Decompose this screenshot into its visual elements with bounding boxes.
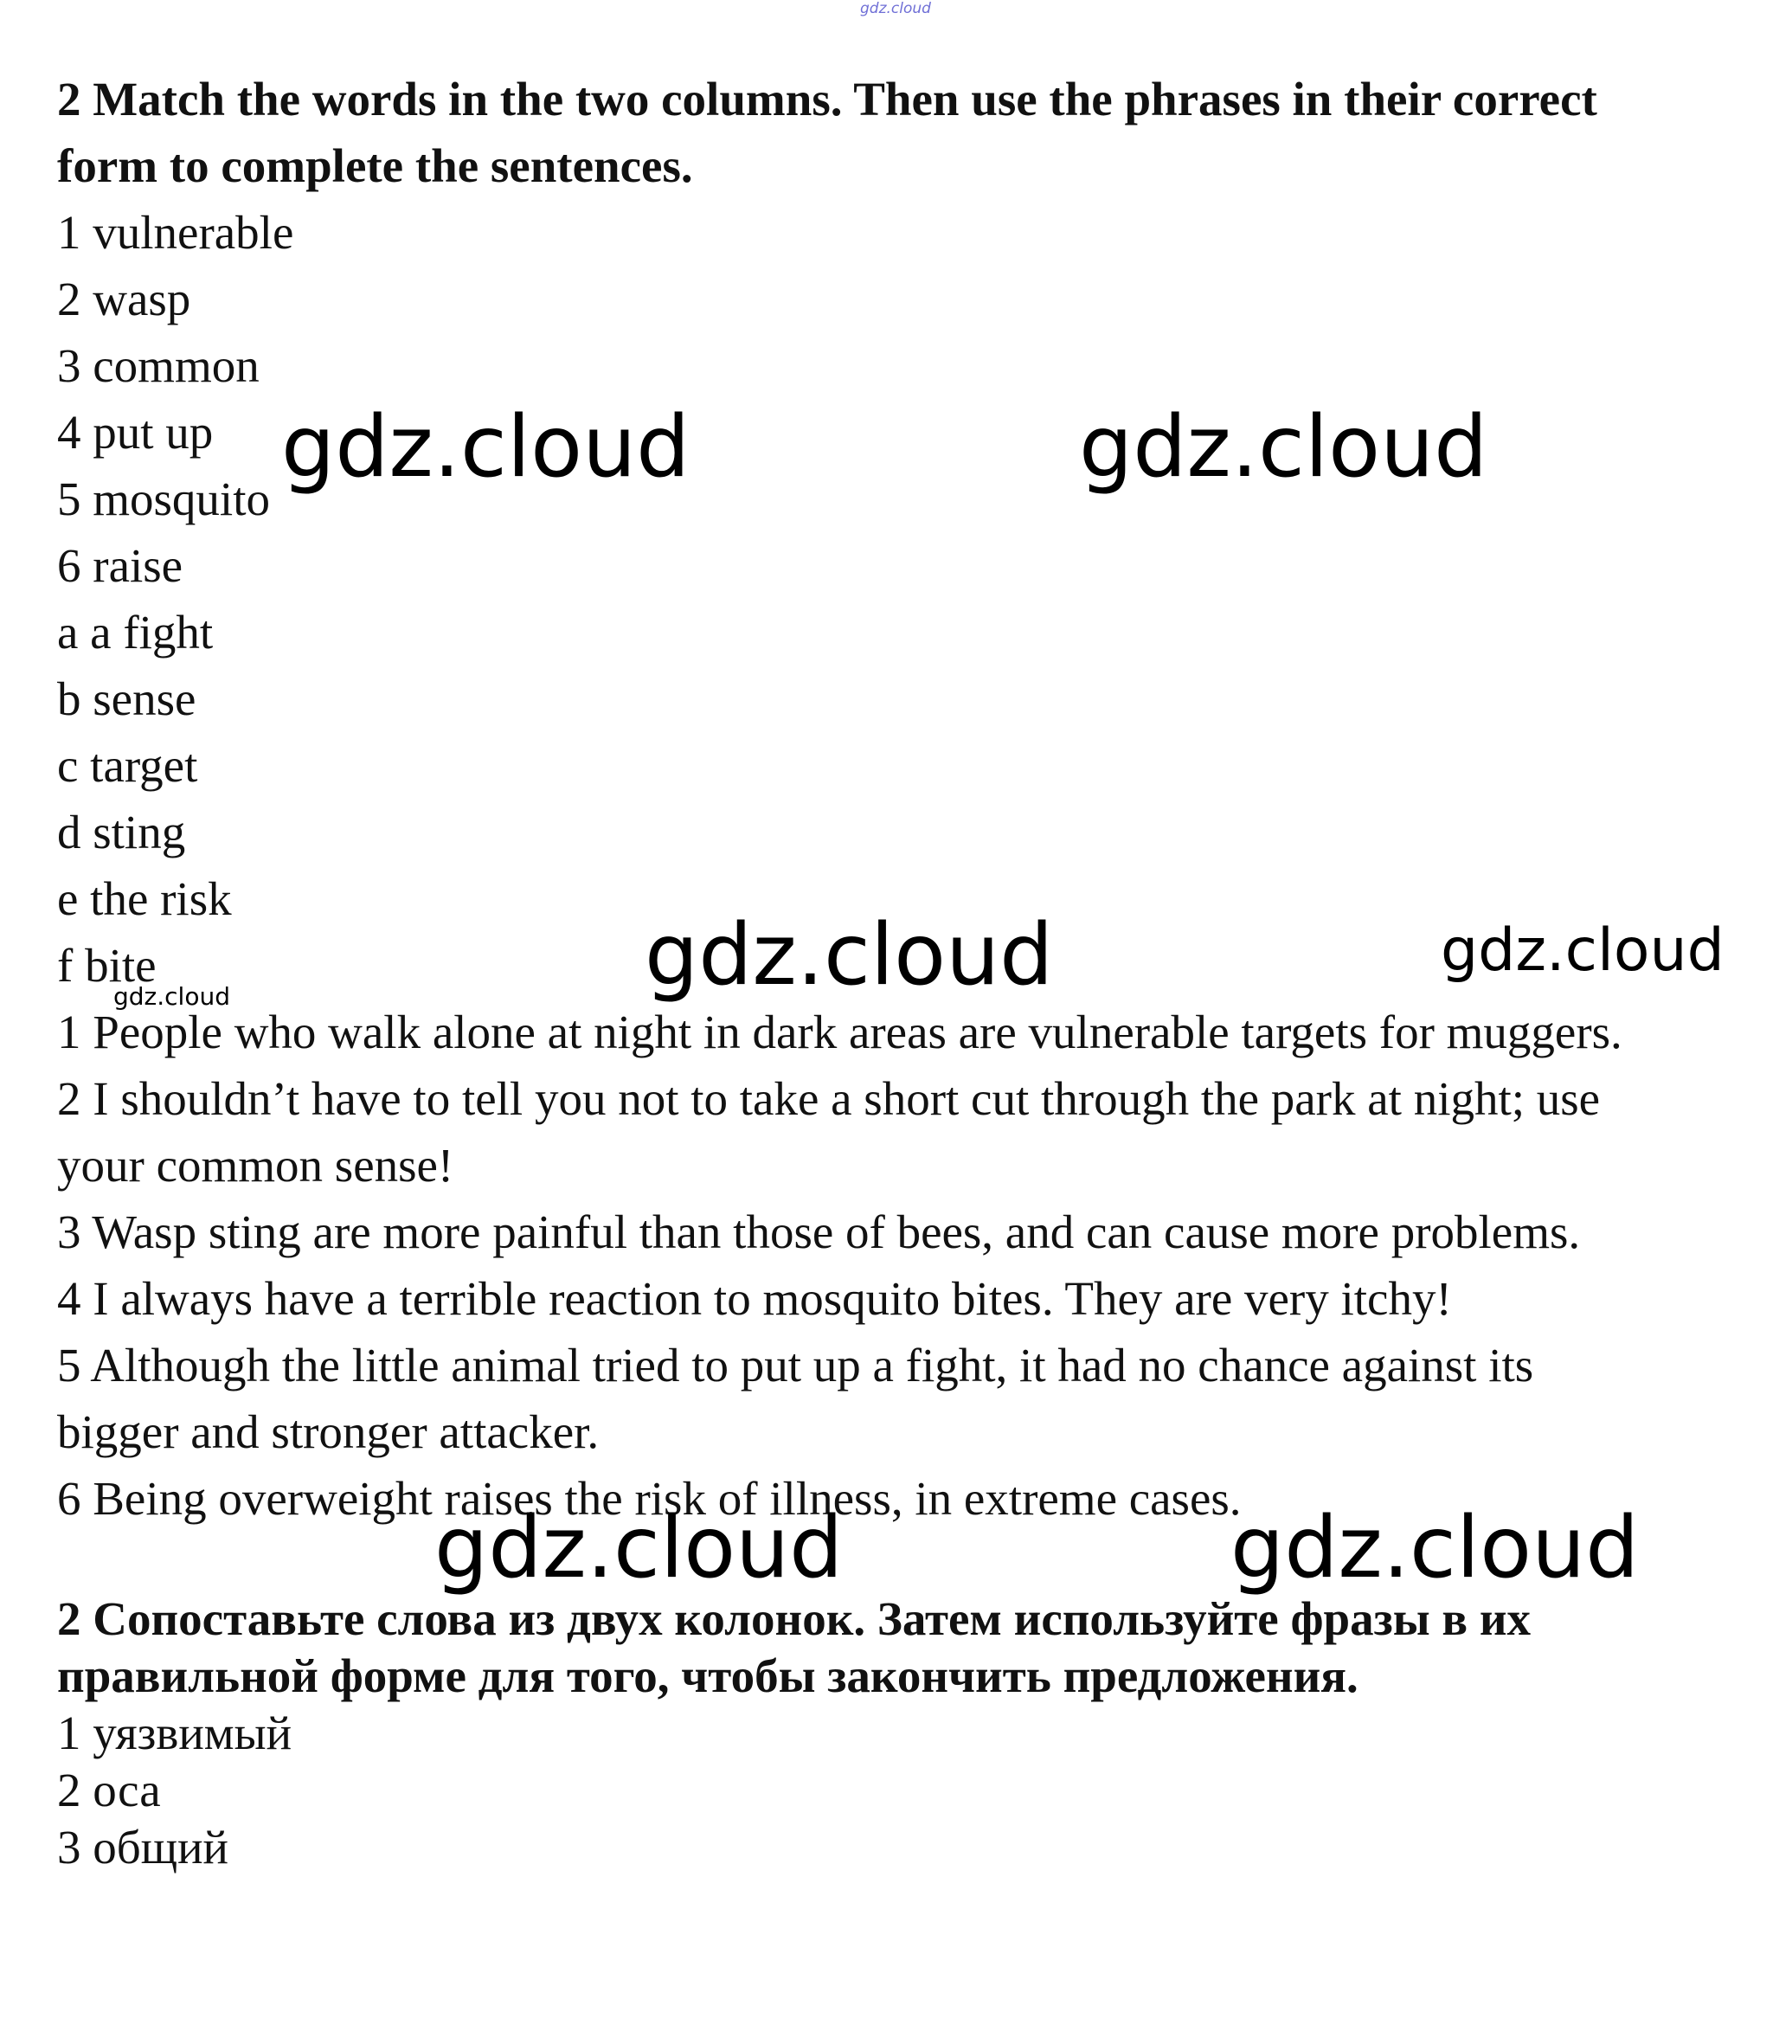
list-item: 3 common xyxy=(57,339,260,392)
sentence-line: your common sense! xyxy=(57,1139,454,1192)
list-item: 1 уязвимый xyxy=(57,1707,292,1759)
watermark: gdz.cloud xyxy=(645,906,1054,1005)
instruction-ru-line-1: 2 Сопоставьте слова из двух колонок. Затем используйте фразы в их xyxy=(57,1592,1532,1645)
watermark: gdz.cloud xyxy=(1441,916,1725,985)
list-item: c target xyxy=(57,739,198,792)
top-watermark: gdz.cloud xyxy=(860,0,931,17)
list-item: b sense xyxy=(57,672,196,725)
sentence-list xyxy=(57,999,1753,1532)
watermark: gdz.cloud xyxy=(281,398,690,497)
word-list-ru xyxy=(57,1705,1753,1876)
sentence-line: 3 Wasp sting are more painful than those of bees, and can cause more problems. xyxy=(57,1205,1581,1258)
list-item: 6 raise xyxy=(57,539,183,592)
list-item: e the risk xyxy=(57,872,232,925)
sentence-line: 4 I always have a terrible reaction to mosquito bites. They are very itchy! xyxy=(57,1272,1452,1325)
sentence-line: 6 Being overweight raises the risk of illness, in extreme cases. xyxy=(57,1472,1242,1525)
watermark: gdz.cloud xyxy=(1230,1499,1640,1597)
instruction-en-line-1: 2 Match the words in the two columns. Then use the phrases in their correct xyxy=(57,73,1597,125)
list-item: 4 put up xyxy=(57,406,214,459)
sentence-line: 2 I shouldn’t have to tell you not to take a short cut through the park at night; use xyxy=(57,1072,1601,1125)
list-item: f bite xyxy=(57,939,157,992)
sentence-line: 5 Although the little animal tried to put up a fight, it had no chance against its xyxy=(57,1339,1534,1392)
list-item: 5 mosquito xyxy=(57,472,270,525)
list-item: 2 wasp xyxy=(57,273,191,325)
sentence-line: 1 People who walk alone at night in dark areas are vulnerable targets for muggers. xyxy=(57,1006,1622,1058)
list-item: d sting xyxy=(57,806,186,858)
list-item: a a fight xyxy=(57,606,214,659)
list-item: 3 общий xyxy=(57,1821,228,1874)
instruction-ru-line-2: правильной форме для того, чтобы закончить предложения. xyxy=(57,1649,1358,1702)
watermark: gdz.cloud xyxy=(113,982,230,1011)
sentence-line: bigger and stronger attacker. xyxy=(57,1405,600,1458)
list-item: 1 vulnerable xyxy=(57,206,294,259)
instruction-en-line-2: form to complete the sentences. xyxy=(57,139,693,192)
watermark: gdz.cloud xyxy=(434,1499,844,1597)
list-item: 2 оса xyxy=(57,1764,161,1816)
watermark: gdz.cloud xyxy=(1079,398,1488,497)
